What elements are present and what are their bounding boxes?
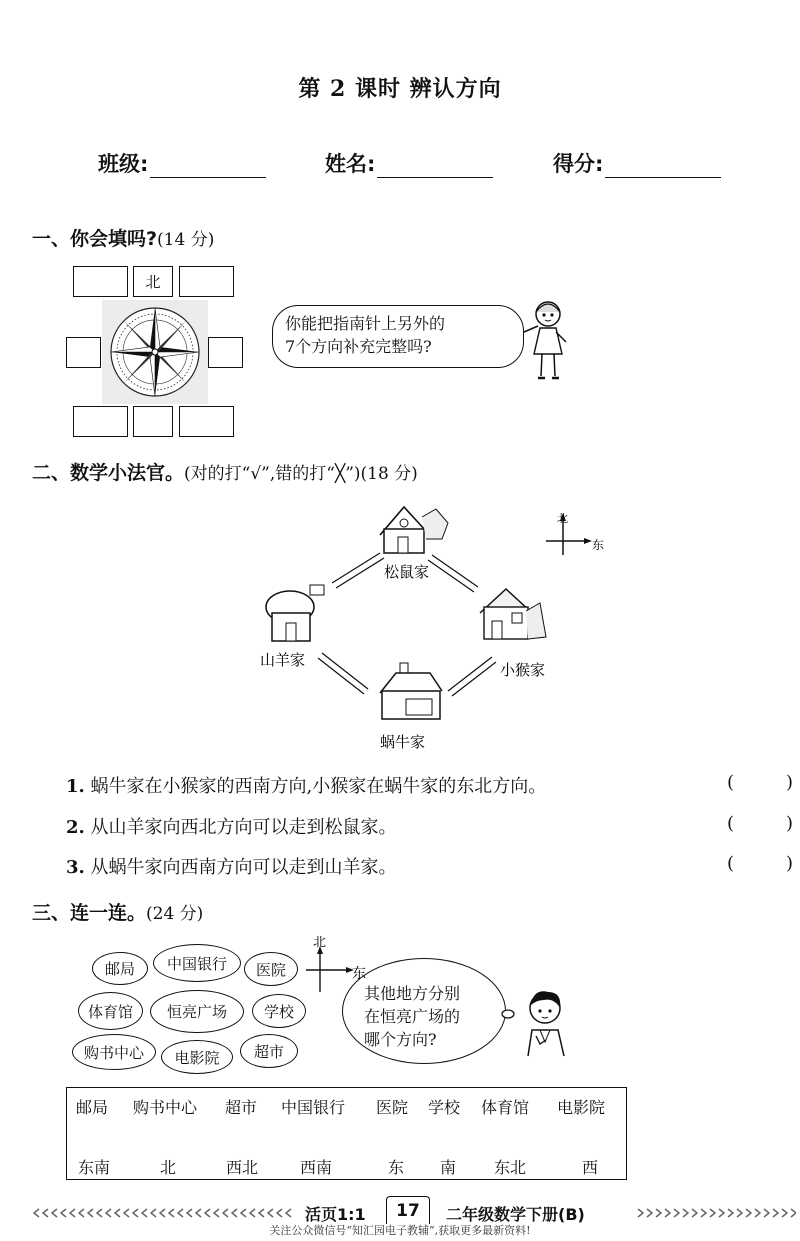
direction-box-southwest[interactable]: [73, 406, 128, 437]
section3-heading: [32, 898, 203, 925]
bottom-direction-6[interactable]: 东北: [494, 1158, 527, 1177]
answer-1-slot[interactable]: [743, 770, 783, 796]
section3-bubble-line-2: 在恒亮广场的: [364, 1007, 461, 1026]
answer-1-open: (: [727, 772, 735, 793]
footer-arrow-strip-left: [30, 1206, 295, 1220]
footer-page-number: 17: [386, 1196, 430, 1224]
map-compass-icon: [546, 513, 592, 555]
top-place-0[interactable]: 邮局: [76, 1098, 109, 1117]
question-2-number: 2.: [66, 817, 85, 838]
place-oval-hospital[interactable]: 医院: [244, 952, 298, 986]
answer-3-close: ): [786, 853, 794, 874]
direction-box-south[interactable]: [133, 406, 173, 437]
direction-box-northwest[interactable]: [73, 266, 128, 297]
section2-heading: [32, 458, 418, 485]
footer-left-text: 活页1:1: [305, 1205, 366, 1224]
top-place-5[interactable]: 学校: [428, 1098, 461, 1117]
songshu-label: 松鼠家: [384, 563, 430, 581]
class-blank[interactable]: [150, 155, 266, 178]
bottom-direction-5[interactable]: 南: [440, 1158, 457, 1177]
bottom-direction-2[interactable]: 西北: [226, 1158, 259, 1177]
bottom-direction-7[interactable]: 西: [582, 1158, 599, 1177]
bottom-direction-1[interactable]: 北: [160, 1158, 177, 1177]
section3-score: (24 分): [146, 904, 204, 924]
section3-bubble-text: [364, 982, 460, 1051]
question-3-text: 从蜗牛家向西南方向可以走到山羊家。: [90, 857, 397, 878]
answer-3-slot[interactable]: [743, 851, 783, 877]
place-oval-cinema[interactable]: 电影院: [161, 1040, 233, 1074]
direction-box-north: 北: [133, 266, 173, 297]
monkey-house-icon: [480, 589, 546, 639]
bottom-direction-4[interactable]: 东: [388, 1158, 405, 1177]
place-oval-bookstore[interactable]: 购书中心: [72, 1034, 156, 1070]
boy-illustration-icon: [500, 984, 580, 1058]
answer-2-open: (: [727, 813, 735, 834]
section3-north-label: 北: [313, 936, 327, 950]
footer-note: 关注公众微信号“知汇园电子教辅”,获取更多最新资料!: [269, 1224, 531, 1237]
bottom-direction-3[interactable]: 西南: [300, 1158, 333, 1177]
section3-east-label: 东: [352, 966, 366, 982]
footer-arrow-strip-right: [636, 1206, 796, 1220]
class-field[interactable]: [98, 148, 266, 178]
name-field[interactable]: [325, 148, 493, 178]
page-title: 第 2 课时 辨认方向: [298, 76, 502, 102]
place-oval-post-office[interactable]: 邮局: [92, 952, 148, 985]
place-oval-school[interactable]: 学校: [252, 994, 306, 1028]
answer-1-close: ): [786, 772, 794, 793]
top-place-6[interactable]: 体育馆: [481, 1098, 530, 1117]
score-blank[interactable]: [605, 155, 721, 178]
top-place-2[interactable]: 超市: [225, 1098, 258, 1117]
map-east-label: 东: [592, 538, 605, 552]
goat-house-icon: [266, 585, 324, 641]
name-label: 姓名:: [325, 152, 376, 176]
house-map: [230, 495, 610, 755]
bubble-line-1: 你能把指南针上另外的: [285, 314, 446, 333]
answer-2-close: ): [786, 813, 794, 834]
compass-rose-icon: [102, 300, 208, 404]
top-place-4[interactable]: 医院: [376, 1098, 409, 1117]
question-2: [66, 813, 397, 839]
compass-question-bubble: [272, 305, 524, 368]
place-oval-bank[interactable]: 中国银行: [153, 944, 241, 982]
section1-heading: [32, 224, 214, 251]
squirrel-house-icon: [380, 507, 448, 553]
shanyang-label: 山羊家: [260, 651, 306, 669]
direction-box-east[interactable]: [208, 337, 243, 368]
question-3-number: 3.: [66, 857, 85, 878]
girl-illustration-icon: [518, 296, 576, 386]
top-place-1[interactable]: 购书中心: [133, 1098, 198, 1117]
section2-instruction: (对的打“√”,错的打“╳”)(18 分): [184, 464, 418, 484]
bottom-direction-0[interactable]: 东南: [78, 1158, 111, 1177]
section3-bubble-line-3: 哪个方向?: [364, 1030, 437, 1049]
section3-bubble-line-1: 其他地方分别: [364, 984, 461, 1003]
answer-3-open: (: [727, 853, 735, 874]
footer-right-text: 二年级数学下册(B): [446, 1205, 585, 1224]
class-label: 班级:: [98, 152, 149, 176]
place-oval-gym[interactable]: 体育馆: [78, 992, 143, 1030]
section1-title: 一、你会填吗?: [32, 228, 158, 250]
answer-2-slot[interactable]: [743, 811, 783, 837]
score-label: 得分:: [553, 152, 604, 176]
xiaohou-label: 小猴家: [500, 661, 546, 679]
question-1-text: 蜗牛家在小猴家的西南方向,小猴家在蜗牛家的东北方向。: [90, 776, 547, 797]
section2-title: 二、数学小法官。: [32, 462, 185, 484]
place-oval-hengliang-plaza[interactable]: 恒亮广场: [150, 990, 244, 1033]
snail-house-icon: [380, 663, 442, 719]
question-3: [66, 853, 397, 879]
question-1-number: 1.: [66, 776, 85, 797]
section1-score: (14 分): [157, 230, 215, 250]
question-1: [66, 772, 546, 798]
section3-title: 三、连一连。: [32, 902, 147, 924]
name-blank[interactable]: [377, 155, 493, 178]
top-place-3[interactable]: 中国银行: [281, 1098, 346, 1117]
question-2-text: 从山羊家向西北方向可以走到松鼠家。: [90, 817, 397, 838]
woniu-label: 蜗牛家: [380, 733, 426, 751]
map-north-label: 北: [557, 512, 568, 525]
top-place-7[interactable]: 电影院: [557, 1098, 606, 1117]
bubble-line-2: 7个方向补充完整吗?: [285, 337, 432, 356]
direction-box-northeast[interactable]: [179, 266, 234, 297]
score-field[interactable]: [553, 148, 721, 178]
place-oval-supermarket[interactable]: 超市: [240, 1034, 298, 1068]
direction-box-southeast[interactable]: [179, 406, 234, 437]
direction-box-west[interactable]: [66, 337, 101, 368]
